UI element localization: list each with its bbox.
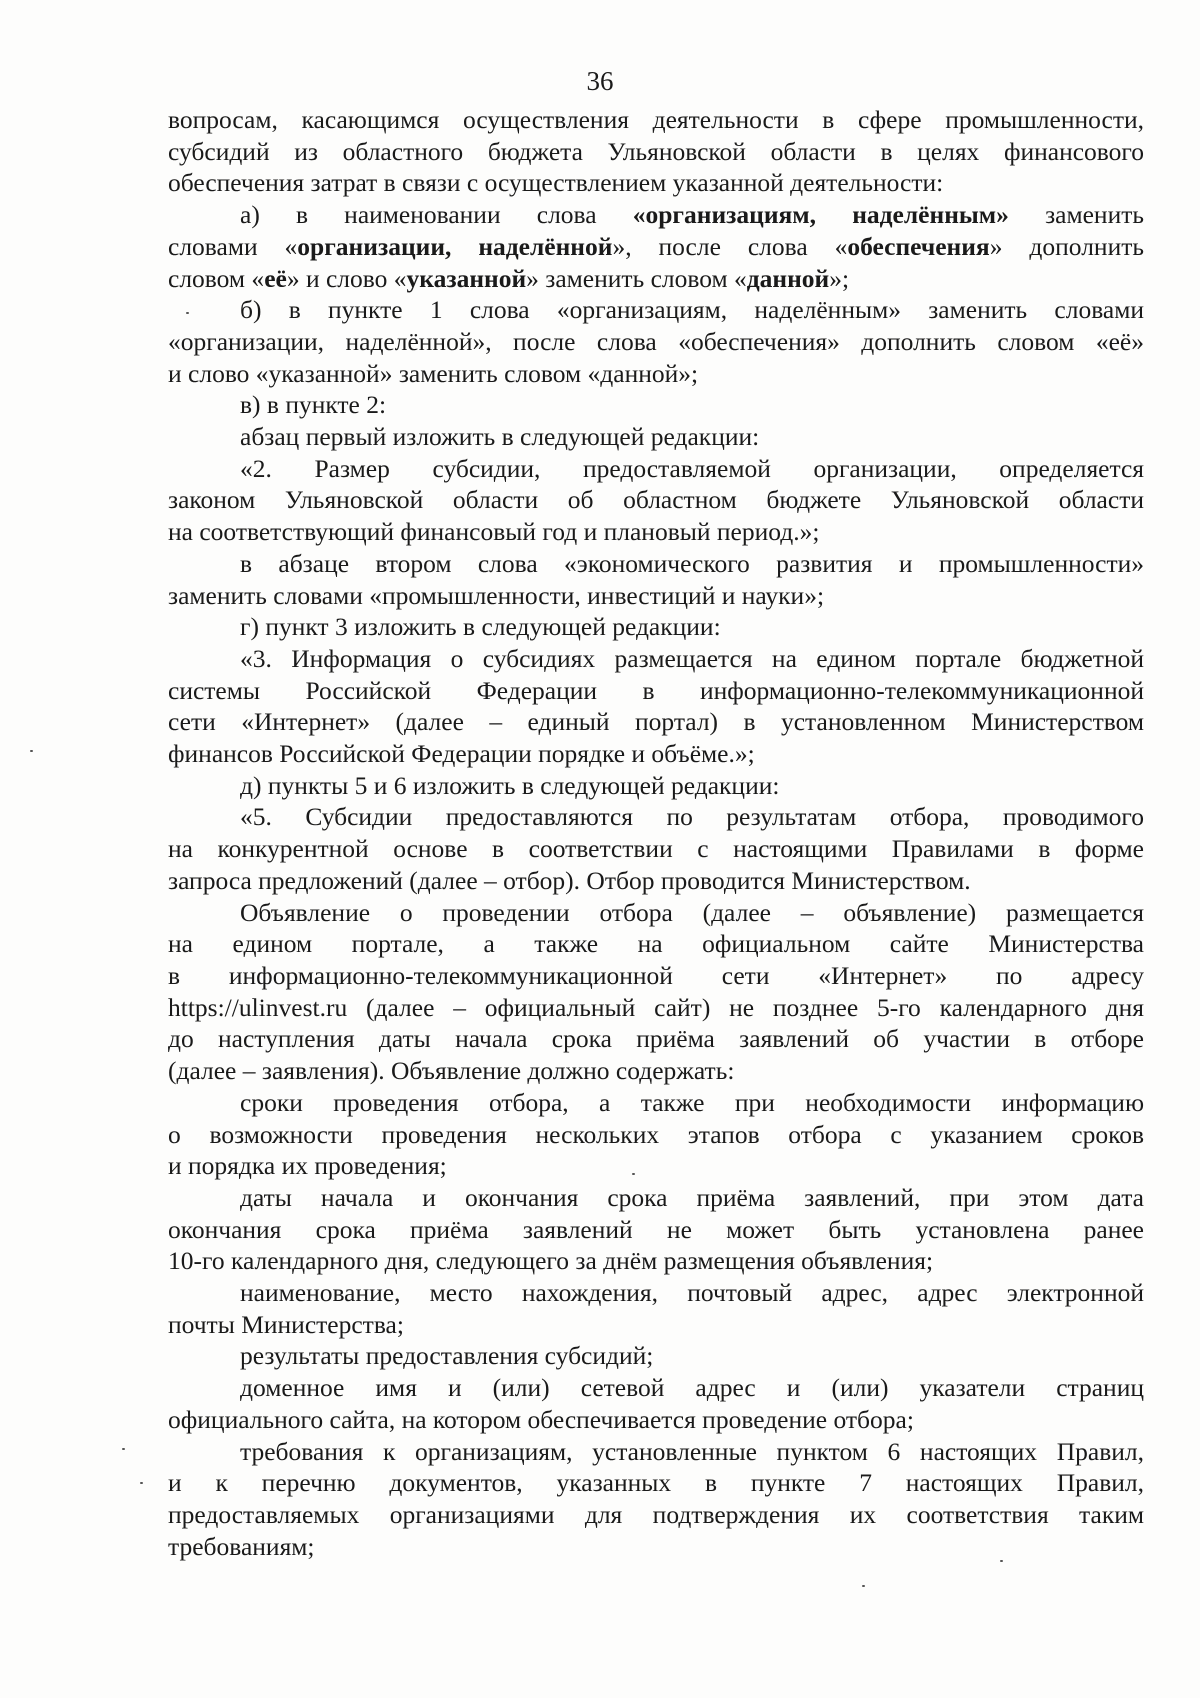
bold-text-span: её xyxy=(264,263,287,293)
text-line: (далее – заявления). Объявление должно содержать: xyxy=(168,1056,735,1086)
text-line: и слово «указанной» заменить словом «данной»; xyxy=(168,358,699,388)
scan-speck xyxy=(862,1585,865,1587)
text-line: предоставляемых организациями для подтверждения их соответствия таким xyxy=(168,1499,1144,1529)
text-line: официального сайта, на котором обеспечивается проведение отбора; xyxy=(168,1404,914,1434)
scan-speck xyxy=(140,1482,143,1484)
text-line: результаты предоставления субсидий; xyxy=(240,1341,654,1371)
scan-speck xyxy=(30,750,33,752)
text-line: вопросам, касающимся осуществления деятельности в сфере промышленности, xyxy=(168,105,1144,134)
text-span: », после слова « xyxy=(612,231,848,261)
text-line: до наступления даты начала срока приёма заявлений об участии в отборе xyxy=(168,1024,1144,1054)
text-line: наименование, место нахождения, почтовый адрес, адрес электронной xyxy=(240,1278,1144,1308)
text-span: » дополнить xyxy=(989,231,1144,261)
text-line: окончания срока приёма заявлений не может быть установлена ранее xyxy=(168,1214,1144,1244)
text-line: доменное имя и (или) сетевой адрес и (или) указатели страниц xyxy=(240,1373,1144,1403)
text-line: запроса предложений (далее – отбор). Отбор проводится Министерством. xyxy=(168,865,971,895)
text-line: д) пункты 5 и 6 изложить в следующей редакции: xyxy=(240,770,780,800)
text-line: субсидий из областного бюджета Ульяновской области в целях финансового xyxy=(168,136,1144,166)
bold-text-span: обеспечения xyxy=(847,231,990,261)
text-line: обеспечения затрат в связи с осуществлением указанной деятельности: xyxy=(168,168,944,198)
text-line: «5. Субсидии предоставляются по результатам отбора, проводимого xyxy=(240,802,1144,832)
bold-text-span: организации, наделённой xyxy=(297,231,613,261)
text-span: заменить xyxy=(1008,200,1144,230)
text-line: https://ulinvest.ru (далее – официальный сайт) не позднее 5-го календарного дня xyxy=(168,992,1144,1022)
text-span: » и слово « xyxy=(286,263,407,293)
bold-text-span: данной xyxy=(746,263,830,293)
text-line: требования к организациям, установленные пунктом 6 настоящих Правил, xyxy=(240,1436,1144,1466)
text-line: финансов Российской Федерации порядке и объёме.»; xyxy=(168,739,755,769)
text-line: законом Ульяновской области об областном бюджете Ульяновской области xyxy=(168,485,1144,515)
scan-speck xyxy=(632,1173,635,1175)
bold-text-span: «организациям, наделённым» xyxy=(632,200,1009,230)
text-line: и к перечню документов, указанных в пункте 7 настоящих Правил, xyxy=(168,1468,1144,1498)
text-line: заменить словами «промышленности, инвестиций и науки»; xyxy=(168,580,825,610)
document-body xyxy=(168,104,1144,1562)
text-line: в) в пункте 2: xyxy=(240,390,387,420)
text-line: системы Российской Федерации в информационно-телекоммуникационной xyxy=(168,675,1144,705)
text-line: «2. Размер субсидии, предоставляемой организации, определяется xyxy=(240,453,1144,483)
text-line: почты Министерства; xyxy=(168,1309,404,1339)
text-line: абзац первый изложить в следующей редакции: xyxy=(240,422,760,452)
text-line: 10-го календарного дня, следующего за днём размещения объявления; xyxy=(168,1246,934,1276)
text-line xyxy=(168,231,1144,263)
text-line: на едином портале, а также на официальном сайте Министерства xyxy=(168,929,1144,959)
text-line: сроки проведения отбора, а также при необходимости информацию xyxy=(240,1087,1144,1117)
text-line: Объявление о проведении отбора (далее – объявление) размещается xyxy=(240,897,1144,927)
text-line: на конкурентной основе в соответствии с настоящими Правилами в форме xyxy=(168,834,1144,864)
text-line: в абзаце втором слова «экономического развития и промышленности» xyxy=(240,548,1144,578)
text-line: «3. Информация о субсидиях размещается на едином портале бюджетной xyxy=(240,643,1144,673)
text-line: «организации, наделённой», после слова «обеспечения» дополнить словом «её» xyxy=(168,326,1144,356)
scan-speck xyxy=(122,1448,125,1450)
scan-speck xyxy=(186,312,189,314)
text-line xyxy=(168,263,1144,295)
text-span: словами « xyxy=(168,231,298,261)
text-line: г) пункт 3 изложить в следующей редакции: xyxy=(240,612,721,642)
text-span: а) в наименовании слова xyxy=(240,200,633,230)
page-number: 36 xyxy=(586,66,614,96)
scan-speck xyxy=(1000,1560,1003,1562)
text-line: требованиям; xyxy=(168,1531,315,1561)
bold-text-span: указанной xyxy=(406,263,527,293)
text-line: в информационно-телекоммуникационной сети «Интернет» по адресу xyxy=(168,960,1144,990)
text-line: сети «Интернет» (далее – единый портал) в установленном Министерством xyxy=(168,707,1144,737)
text-span: » заменить словом « xyxy=(526,263,747,293)
text-line: и порядка их проведения; xyxy=(168,1151,447,1181)
text-span: словом « xyxy=(168,263,265,293)
text-line: на соответствующий финансовый год и плановый период.»; xyxy=(168,517,820,547)
text-line: о возможности проведения нескольких этапов отбора с указанием сроков xyxy=(168,1119,1144,1149)
text-span: »; xyxy=(829,263,850,293)
text-line: б) в пункте 1 слова «организациям, наделённым» заменить словами xyxy=(240,295,1144,325)
text-line: даты начала и окончания срока приёма заявлений, при этом дата xyxy=(240,1182,1144,1212)
text-line xyxy=(168,199,1144,231)
